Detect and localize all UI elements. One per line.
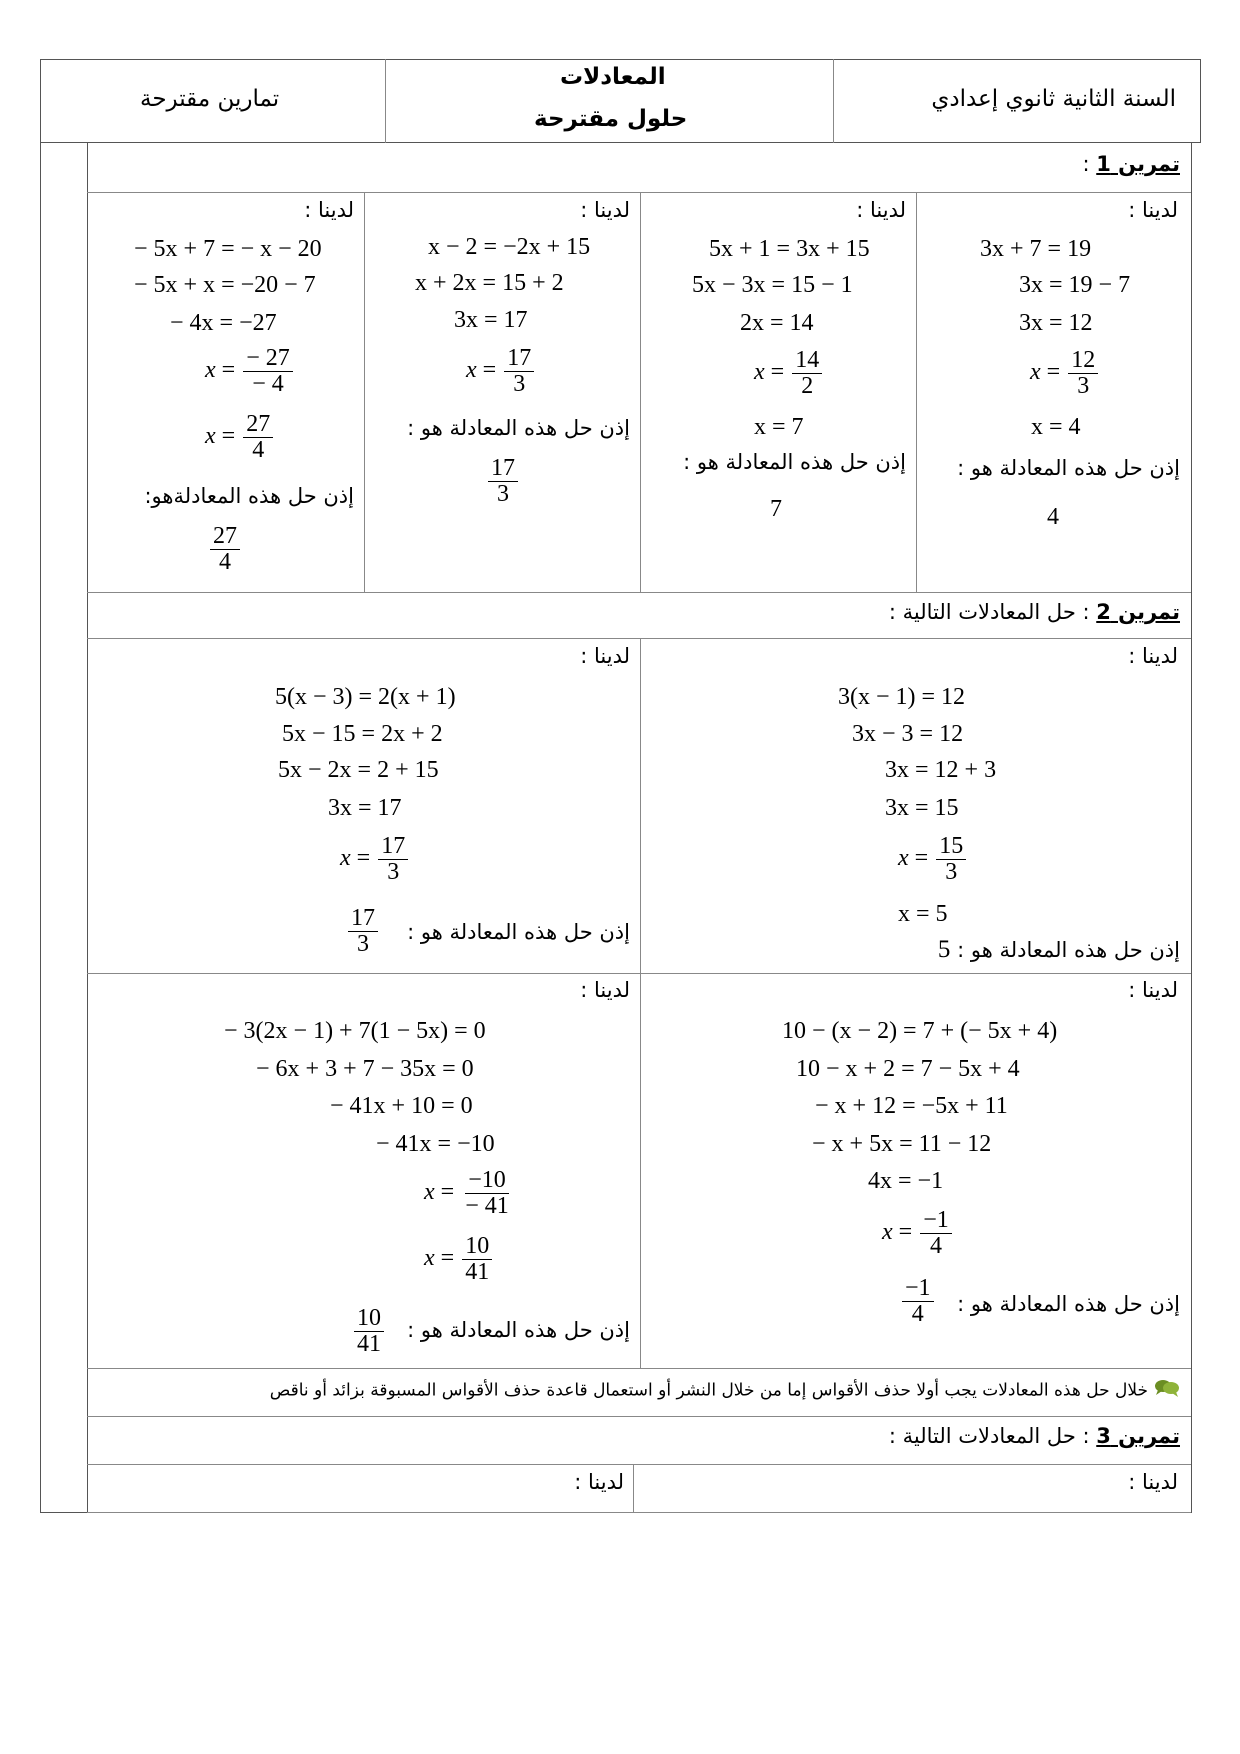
equation-line: 3x − 3 = 12 xyxy=(852,721,964,747)
we-have-label: لدينا : xyxy=(580,978,630,1002)
we-have-label: لدينا : xyxy=(574,1470,624,1494)
speech-bubbles-icon xyxy=(1154,1378,1180,1403)
header-topic: المعادلات xyxy=(560,64,666,90)
solution-label: إذن حل هذه المعادلة هو : xyxy=(957,1292,1180,1316)
solution-label: إذن حل هذه المعادلة هو : xyxy=(957,456,1180,480)
equation-line: x + 2x = 15 + 2 xyxy=(415,270,564,296)
equation-line: 5(x − 3) = 2(x + 1) xyxy=(275,684,456,710)
equation-line: − 41x + 10 = 0 xyxy=(330,1093,473,1119)
we-have-label: لدينا : xyxy=(304,198,354,222)
solution-label: إذن حل هذه المعادلةهو: xyxy=(144,484,354,508)
equation-line: 3x = 15 xyxy=(885,795,959,821)
header-level: السنة الثانية ثانوي إعدادي xyxy=(931,86,1176,112)
fraction-line: x = $\frac{12}{3}$ xyxy=(1030,348,1100,399)
fraction-line: x = $\frac{27}{4}$ xyxy=(205,412,275,463)
solution-value: $\frac{27}{4}$ xyxy=(208,524,242,575)
solution-value: 7 xyxy=(770,496,782,522)
solution-value: $\frac{17}{3}$ xyxy=(346,906,380,957)
equation-line: 5x + 1 = 3x + 15 xyxy=(709,236,870,262)
equation-line: 3x = 12 + 3 xyxy=(885,757,997,783)
equation-line: 3x = 17 xyxy=(328,795,402,821)
solution-value: 4 xyxy=(1047,504,1059,530)
solution-value: $\frac{17}{3}$ xyxy=(486,456,520,507)
ex1-heading: تمرين 1 : xyxy=(1082,152,1180,176)
equation-line: 5x − 15 = 2x + 2 xyxy=(282,721,443,747)
we-have-label: لدينا : xyxy=(580,198,630,222)
equation-line: x − 2 = −2x + 15 xyxy=(428,234,591,260)
fraction-line: x = $\frac{- 27}{- 4}$ xyxy=(205,346,295,397)
fraction-line: x = $\frac{15}{3}$ xyxy=(898,834,968,885)
equation-line: 3x = 12 xyxy=(1019,310,1093,336)
solution-label: إذن حل هذه المعادلة هو : xyxy=(407,1318,630,1342)
equation-line: x = 7 xyxy=(754,414,804,440)
fraction-line: x = $\frac{-10}{- 41}$ xyxy=(424,1167,509,1220)
fraction-line: x = $\frac{17}{3}$ xyxy=(340,834,410,885)
equation-line: 3(x − 1) = 12 xyxy=(838,684,966,710)
we-have-label: لدينا : xyxy=(1128,1470,1178,1494)
equation-line: − x + 12 = −5x + 11 xyxy=(815,1093,1008,1119)
equation-line: − 3(2x − 1) + 7(1 − 5x) = 0 xyxy=(224,1018,486,1044)
equation-line: 4x = −1 xyxy=(868,1168,944,1194)
we-have-label: لدينا : xyxy=(1128,644,1178,668)
solution-value: $\frac{-1}{4}$ xyxy=(900,1276,936,1327)
equation-line: 5x − 2x = 2 + 15 xyxy=(278,757,439,783)
header-kind: تمارين مقترحة xyxy=(140,86,280,112)
equation-line: 3x = 19 − 7 xyxy=(1019,272,1131,298)
equation-line: − 6x + 3 + 7 − 35x = 0 xyxy=(256,1056,474,1082)
ex3-heading: تمرين 3 : حل المعادلات التالية : xyxy=(888,1424,1180,1448)
solution-value: $\frac{10}{41}$ xyxy=(352,1306,386,1357)
equation-line: 2x = 14 xyxy=(740,310,814,336)
we-have-label: لدينا : xyxy=(580,644,630,668)
equation-line: − 5x + 7 = − x − 20 xyxy=(134,236,322,262)
solution-label: إذن حل هذه المعادلة هو : xyxy=(407,416,630,440)
solution-label: إذن حل هذه المعادلة هو : xyxy=(683,450,906,474)
equation-line: − x + 5x = 11 − 12 xyxy=(812,1131,992,1157)
header-subtitle: حلول مقترحة xyxy=(534,106,688,132)
equation-line: 3x + 7 = 19 xyxy=(980,236,1092,262)
equation-line: − 4x = −27 xyxy=(170,310,277,336)
equation-line: − 41x = −10 xyxy=(376,1131,495,1157)
ex2-note: خلال حل هذه المعادلات يجب أولا حذف الأقواس إما من خلال النشر أو استعمال قاعدة حذف الأقواس المسبوقة بزائد أو ناقص xyxy=(270,1378,1180,1403)
fraction-line: x = $\frac{-1}{4}$ xyxy=(882,1208,954,1259)
equation-line: x = 5 xyxy=(898,901,948,927)
equation-line: x = 4 xyxy=(1031,414,1081,440)
solution-label: إذن حل هذه المعادلة هو : xyxy=(407,920,630,944)
equation-line: 3x = 17 xyxy=(454,307,528,333)
fraction-line: x = $\frac{17}{3}$ xyxy=(466,346,536,397)
equation-line: 5x − 3x = 15 − 1 xyxy=(692,272,853,298)
we-have-label: لدينا : xyxy=(1128,198,1178,222)
we-have-label: لدينا : xyxy=(856,198,906,222)
equation-line: − 5x + x = −20 − 7 xyxy=(134,272,316,298)
fraction-line: x = $\frac{10}{41}$ xyxy=(424,1234,494,1285)
equation-line: 10 − x + 2 = 7 − 5x + 4 xyxy=(796,1056,1020,1082)
ex2-heading: تمرين 2 : حل المعادلات التالية : xyxy=(888,600,1180,624)
solution-label: إذن حل هذه المعادلة هو : 5 xyxy=(937,936,1180,963)
fraction-line: x = $\frac{14}{2}$ xyxy=(754,348,824,399)
equation-line: 10 − (x − 2) = 7 + (− 5x + 4) xyxy=(782,1018,1058,1044)
we-have-label: لدينا : xyxy=(1128,978,1178,1002)
